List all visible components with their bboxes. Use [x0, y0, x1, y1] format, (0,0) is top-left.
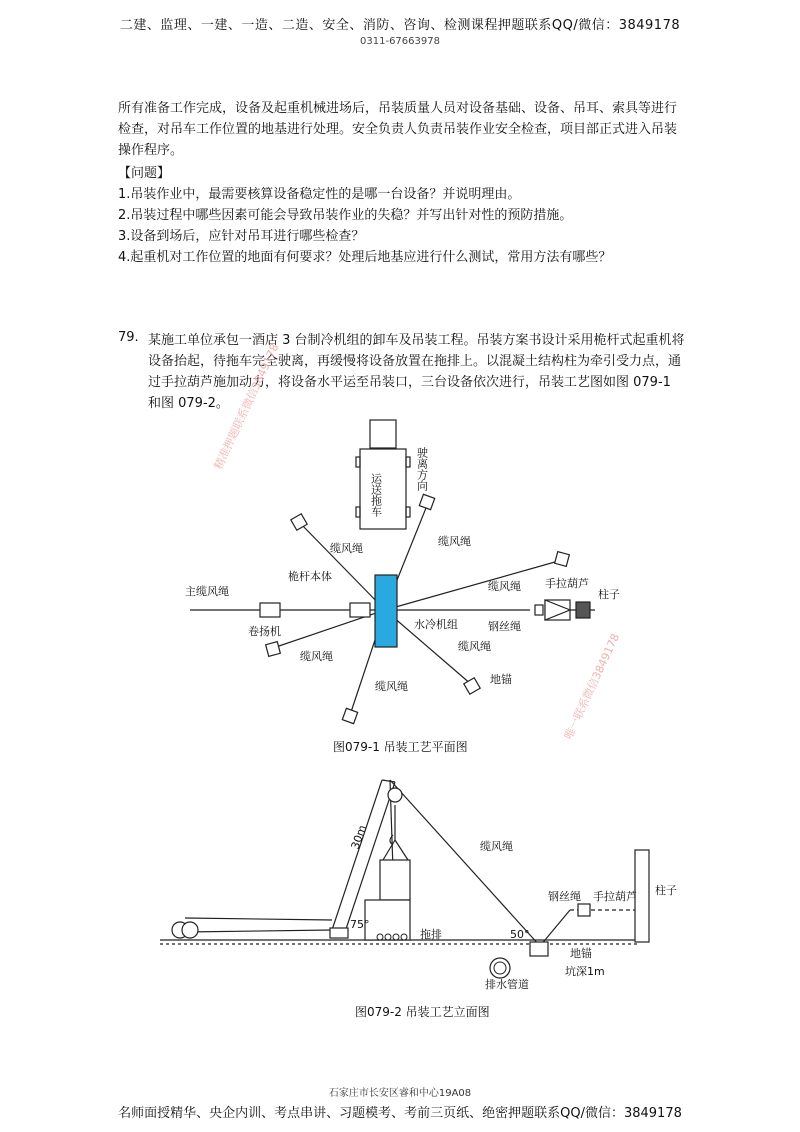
label-direction: 驶离方向: [415, 447, 429, 491]
label-hoist: 手拉葫芦: [545, 577, 589, 590]
problem-number: 79.: [118, 330, 139, 345]
header-phone: 0311-67663978: [360, 36, 440, 47]
label-angle-75: 75°: [350, 918, 370, 931]
watermark-1: 精准押题联系微信3849178: [211, 341, 282, 472]
trailer-cab: [370, 420, 396, 448]
figure-elevation-view: [150, 770, 677, 995]
label-trailer: 运送拖车: [369, 473, 383, 517]
label-winch: 卷扬机: [248, 625, 281, 638]
header-title: 二建、监理、一建、一造、二造、安全、消防、咨询、检测课程押题联系QQ/微信：3849178: [119, 18, 681, 33]
watermark-2: 唯一联系微信3849178: [561, 631, 623, 742]
label-guy-2: 缆风绳: [438, 535, 471, 548]
question-4: 4.起重机对工作位置的地面有何要求？处理后地基应进行什么测试，常用方法有哪些？: [118, 250, 612, 265]
label-guy-5: 缆风绳: [300, 650, 333, 663]
label-elev-anchor: 地锚: [570, 947, 592, 960]
footer-address: 石家庄市长安区睿和中心19A08: [328, 1088, 472, 1099]
label-elev-guy: 缆风绳: [480, 840, 513, 853]
label-guy-3: 缆风绳: [488, 580, 521, 593]
figure2-caption: 图079-2 吊装工艺立面图: [355, 1005, 490, 1019]
label-guy-1: 缆风绳: [330, 542, 363, 555]
label-wire-rope: 钢丝绳: [488, 620, 521, 633]
label-elev-hoist: 手拉葫芦: [593, 890, 637, 903]
elev-load: [380, 860, 410, 900]
label-guy-6: 缆风绳: [375, 680, 408, 693]
problem-79-text: 某施工单位承包一酒店 3 台制冷机组的卸车及吊装工程。吊装方案书设计采用桅杆式起重机将设备抬起，待拖车完全驶离，再缓慢将设备放置在拖排上。以混凝土结构柱为牵引受力点，通过手拉葫芦施加动力，将设备水平运至吊装口，三台设备依次进行，吊装工艺图如图 079-1 和图 079-2。: [148, 333, 685, 411]
label-chiller: 水冷机组: [414, 618, 458, 631]
label-pit-depth: 坑深1m: [565, 965, 605, 978]
label-guy-4: 缆风绳: [458, 640, 491, 653]
figure1-caption: 图079-1 吊装工艺平面图: [333, 740, 468, 754]
label-angle-50: 50°: [510, 928, 530, 941]
label-column: 柱子: [598, 588, 620, 601]
questions-heading: 【问题】: [118, 166, 171, 181]
elev-column: [635, 850, 649, 942]
label-elev-column: 柱子: [655, 884, 677, 897]
label-drain-pipe: 排水管道: [485, 978, 529, 991]
chiller-unit: [375, 575, 397, 647]
trailer-body: [360, 449, 406, 529]
label-elev-wire: 钢丝绳: [548, 890, 581, 903]
label-skid: 拖排: [420, 928, 442, 941]
label-main-guy: 主缆风绳: [185, 585, 229, 598]
footer-ad: 名师面授精华、央企内训、考点串讲、习题模考、考前三页纸、绝密押题联系QQ/微信：3849178: [118, 1106, 682, 1121]
label-anchor: 地锚: [490, 673, 512, 686]
question-2: 2.吊装过程中哪些因素可能会导致吊装作业的失稳？并写出针对性的预防措施。: [118, 208, 573, 223]
figure-plan-view: [170, 415, 640, 735]
question-3: 3.设备到场后，应针对吊耳进行哪些检查？: [118, 229, 365, 244]
intro-paragraph: 所有准备工作完成，设备及起重机械进场后，吊装质量人员对设备基础、设备、吊耳、索具等进行检查，对吊车工作位置的地基进行处理。安全负责人负责吊装作业安全检查，项目部正式进入吊装操作程序。: [118, 101, 678, 158]
label-mast-body: 桅杆本体: [288, 570, 332, 583]
label-mast-length: 30m: [348, 823, 370, 852]
question-1: 1.吊装作业中，最需要核算设备稳定性的是哪一台设备？并说明理由。: [118, 187, 521, 202]
